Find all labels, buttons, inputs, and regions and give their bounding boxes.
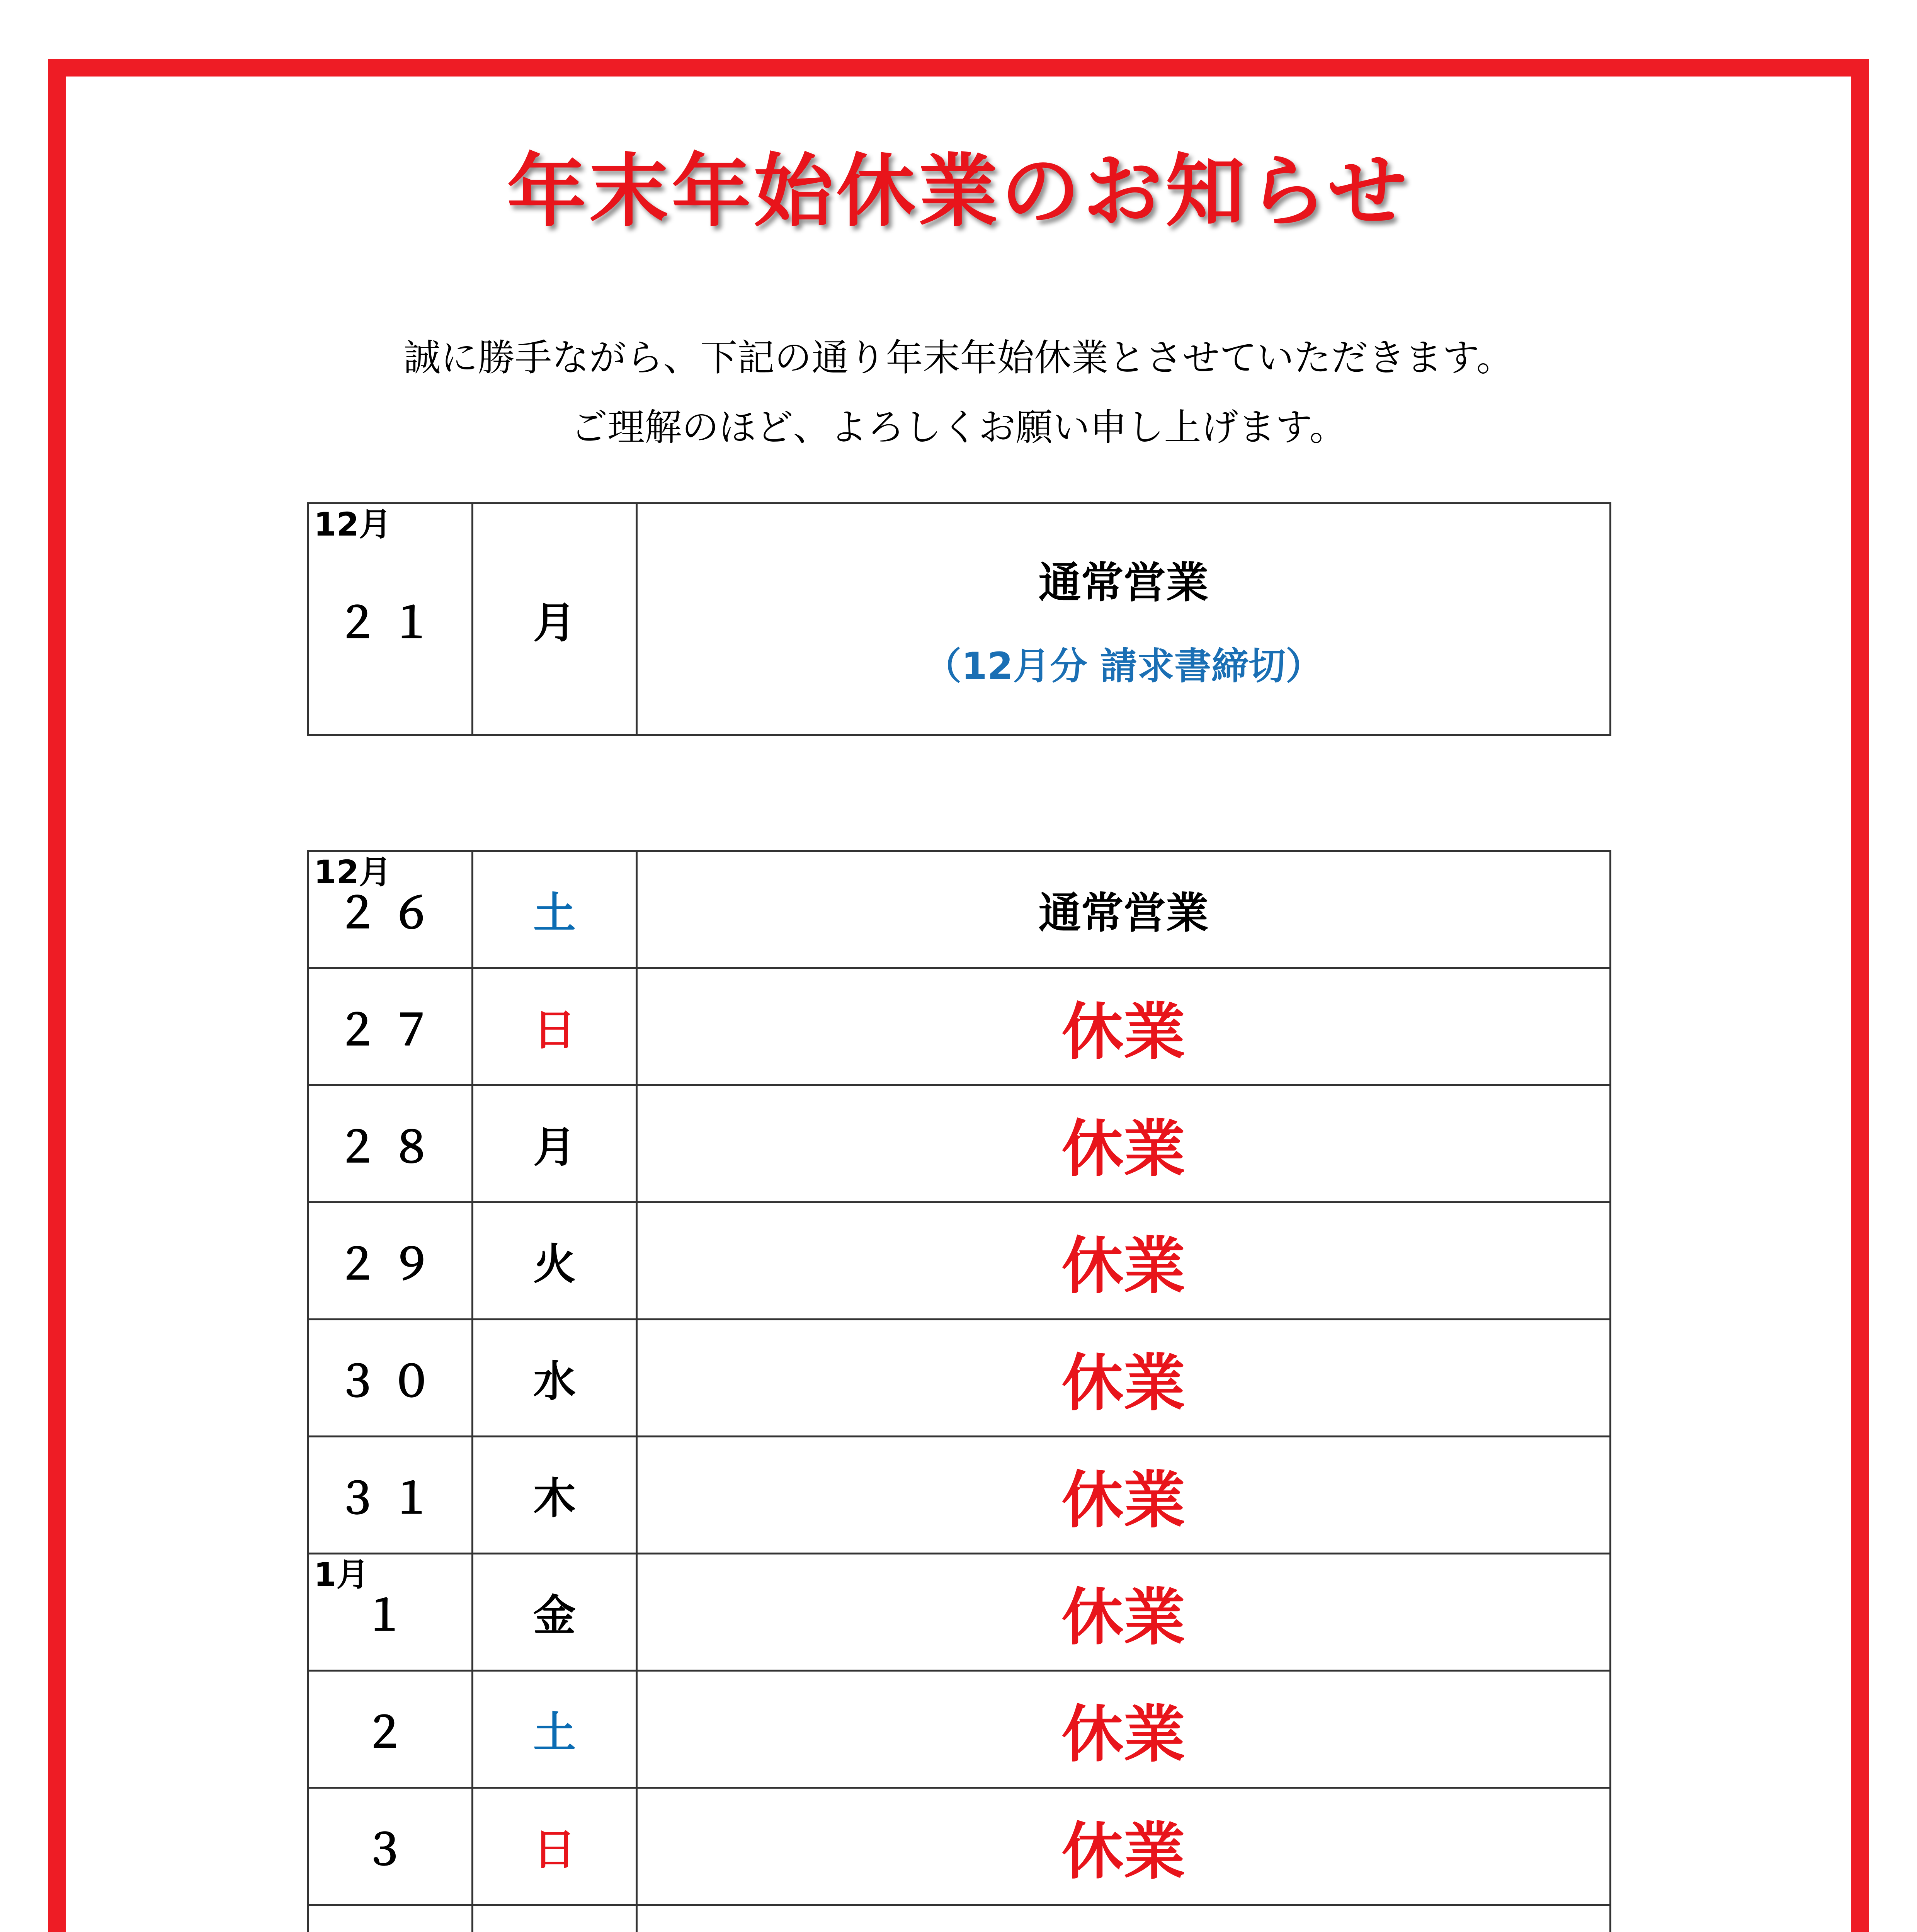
date-value: ３１ xyxy=(336,1474,444,1523)
intro-line-2: ご理解のほど、よろしくお願い申し上げます。 xyxy=(570,406,1347,449)
table-row xyxy=(308,503,1611,735)
date-value: ２ xyxy=(363,1708,417,1757)
date-value: １ xyxy=(363,1591,417,1640)
date-cell xyxy=(308,503,473,735)
weekday-value: 月 xyxy=(533,598,576,648)
date-value: ２１ xyxy=(336,598,444,648)
table-row xyxy=(308,1671,1611,1788)
date-cell xyxy=(308,1320,473,1437)
status-value: 休業 xyxy=(1061,1347,1186,1419)
weekday-value: 火 xyxy=(533,1240,576,1289)
date-value: ２８ xyxy=(336,1122,444,1172)
status-value: 通常営業 xyxy=(1038,558,1209,607)
weekday-cell xyxy=(473,1788,637,1905)
status-value: 通常営業 xyxy=(1038,888,1209,938)
status-cell xyxy=(637,1554,1611,1671)
weekday-cell xyxy=(473,851,637,968)
date-cell xyxy=(308,1671,473,1788)
weekday-value: 月 xyxy=(533,1122,576,1172)
status-value: 休業 xyxy=(1061,1581,1186,1653)
date-cell xyxy=(308,1788,473,1905)
weekday-cell xyxy=(473,968,637,1085)
table-row xyxy=(308,1554,1611,1671)
date-value: ２９ xyxy=(336,1240,444,1289)
weekday-value: 木 xyxy=(533,1474,576,1523)
date-cell xyxy=(308,1554,473,1671)
schedule-table-2 xyxy=(307,850,1611,1932)
weekday-cell xyxy=(473,1671,637,1788)
date-cell xyxy=(308,1085,473,1202)
table-row xyxy=(308,1788,1611,1905)
status-value: 休業 xyxy=(1061,1815,1186,1888)
date-value: ２６ xyxy=(336,888,444,938)
status-cell xyxy=(637,851,1611,968)
status-cell xyxy=(637,1320,1611,1437)
month-label: 1月 xyxy=(314,1556,369,1594)
weekday-cell xyxy=(473,1202,637,1320)
status-value: 休業 xyxy=(1061,1230,1186,1302)
status-cell xyxy=(637,1788,1611,1905)
status-value: 休業 xyxy=(1061,1464,1186,1536)
weekday-value: 土 xyxy=(533,888,576,938)
weekday-value: 金 xyxy=(533,1591,576,1640)
status-cell xyxy=(637,1085,1611,1202)
status-cell xyxy=(637,1202,1611,1320)
table-row xyxy=(308,1085,1611,1202)
table-row xyxy=(308,1437,1611,1554)
status-cell xyxy=(637,968,1611,1085)
weekday-cell xyxy=(473,503,637,735)
status-value: 休業 xyxy=(1061,1113,1186,1185)
date-value: ３０ xyxy=(336,1357,444,1406)
weekday-cell xyxy=(473,1905,637,1932)
weekday-value: 土 xyxy=(533,1708,576,1757)
status-cell xyxy=(637,1671,1611,1788)
date-cell xyxy=(308,1905,473,1932)
date-cell xyxy=(308,851,473,968)
table-row xyxy=(308,1320,1611,1437)
status-cell xyxy=(637,1905,1611,1932)
weekday-cell xyxy=(473,1437,637,1554)
date-value: ３ xyxy=(363,1825,417,1874)
weekday-cell xyxy=(473,1085,637,1202)
table-row xyxy=(308,1905,1611,1932)
intro-line-1: 誠に勝手ながら、下記の通り年末年始休業とさせていただきます。 xyxy=(403,336,1514,379)
status-cell xyxy=(637,503,1611,735)
month-label: 12月 xyxy=(314,853,391,891)
table-row xyxy=(308,851,1611,968)
page-title: 年末年始休業のお知らせ xyxy=(507,146,1410,238)
weekday-value: 水 xyxy=(533,1357,576,1406)
date-cell xyxy=(308,1437,473,1554)
date-cell xyxy=(308,968,473,1085)
status-value: 休業 xyxy=(1061,996,1186,1068)
date-value: ２７ xyxy=(336,1005,444,1055)
weekday-cell xyxy=(473,1320,637,1437)
weekday-value: 日 xyxy=(533,1825,576,1874)
status-cell xyxy=(637,1437,1611,1554)
status-value: 休業 xyxy=(1061,1698,1186,1770)
table-row xyxy=(308,1202,1611,1320)
date-cell xyxy=(308,1202,473,1320)
month-label: 12月 xyxy=(314,505,391,543)
schedule-table-1 xyxy=(307,502,1611,736)
weekday-value: 日 xyxy=(533,1005,576,1055)
status-note: （12月分 請求書締切） xyxy=(924,645,1323,688)
weekday-cell xyxy=(473,1554,637,1671)
table-row xyxy=(308,968,1611,1085)
